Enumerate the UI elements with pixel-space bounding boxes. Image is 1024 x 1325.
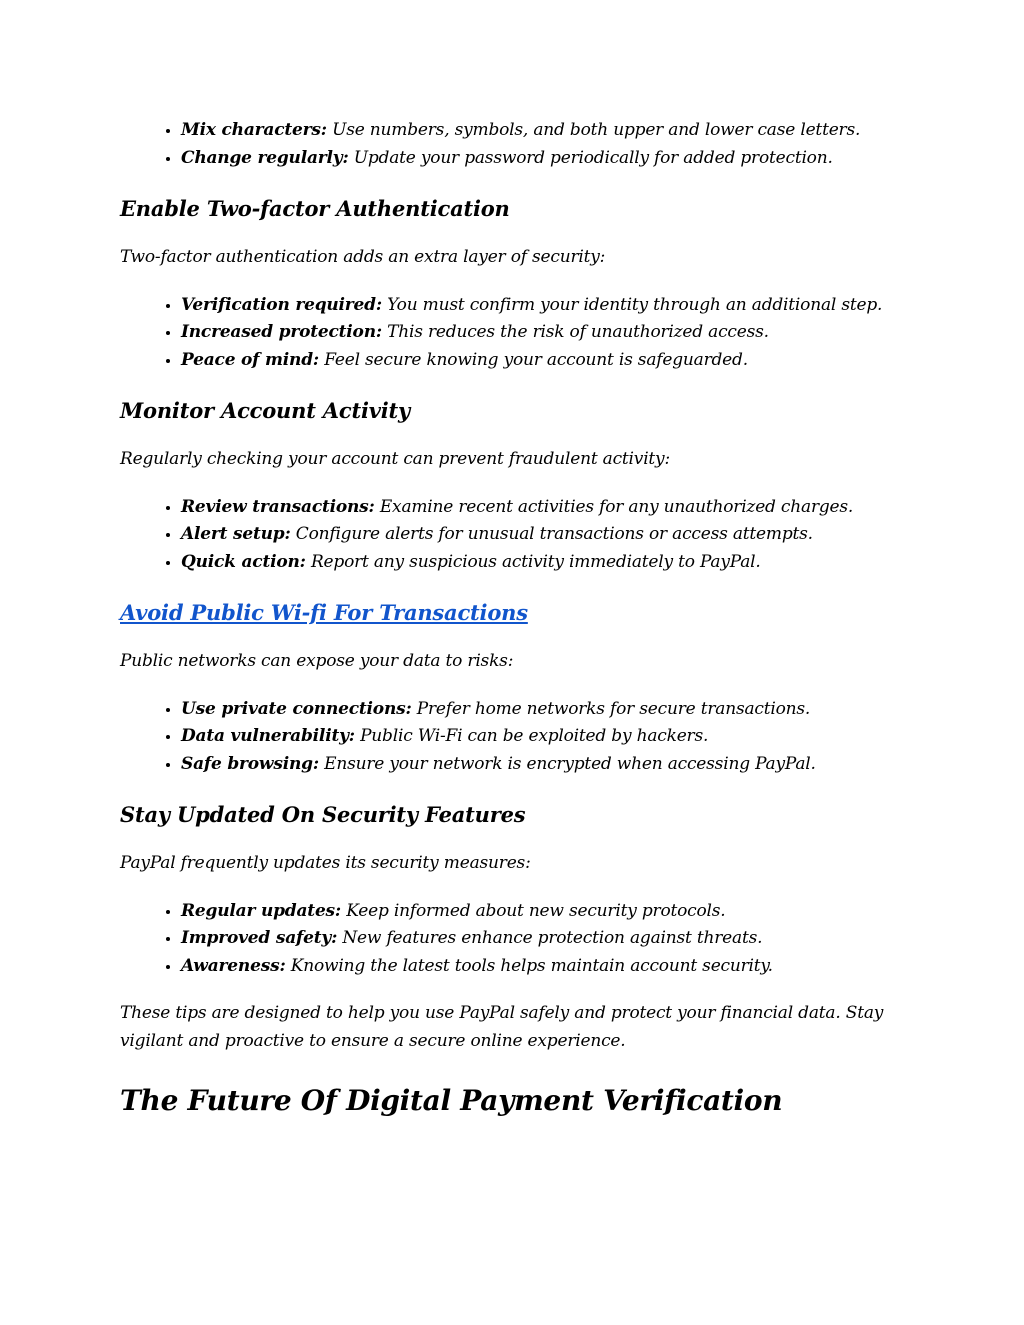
section-heading-monitor-activity: Monitor Account Activity <box>120 398 411 423</box>
bullet-text: Knowing the latest tools helps maintain account security. <box>285 955 773 976</box>
bullet-text: Use numbers, symbols, and both upper and lower case letters. <box>326 120 861 140</box>
list-item <box>181 723 914 751</box>
bullet-lead: Safe browsing: <box>181 753 319 774</box>
security-updates-list <box>120 898 914 981</box>
bullet-lead: Quick action: <box>181 551 306 572</box>
section-intro: Public networks can expose your data to risks: <box>120 651 514 671</box>
bullet-lead: Peace of mind: <box>181 349 319 370</box>
bullet-text: Configure alerts for unusual transactions or access attempts. <box>290 524 813 544</box>
list-item <box>181 751 914 779</box>
bullet-text: Prefer home networks for secure transactions. <box>411 698 811 719</box>
bullet-lead: Awareness: <box>181 955 286 976</box>
bullet-text: Examine recent activities for any unauthorized charges. <box>374 496 854 517</box>
list-item <box>181 521 914 549</box>
bullet-text: Keep informed about new security protocols. <box>341 900 726 921</box>
bullet-text: Feel secure knowing your account is safeguarded. <box>318 349 748 370</box>
bullet-text: Report any suspicious activity immediately to PayPal. <box>305 551 761 572</box>
bullet-text: Ensure your network is encrypted when accessing PayPal. <box>318 753 816 774</box>
closing-paragraph-line: vigilant and proactive to ensure a secure online experience. <box>120 1030 626 1051</box>
bullet-text: This reduces the risk of unauthorized access. <box>381 322 769 342</box>
section-heading-stay-updated: Stay Updated On Security Features <box>120 802 526 827</box>
list-item <box>181 898 914 926</box>
bullet-lead: Data vulnerability: <box>181 726 355 746</box>
bullet-text: You must confirm your identity through an additional step. <box>381 294 883 315</box>
monitor-activity-list <box>120 494 914 577</box>
list-item <box>181 696 914 724</box>
public-wifi-list <box>120 696 914 779</box>
bullet-lead: Review transactions: <box>181 496 375 517</box>
bullet-lead: Verification required: <box>181 294 382 315</box>
password-tips-list <box>120 117 914 172</box>
bullet-lead: Regular updates: <box>181 900 342 921</box>
list-item <box>181 925 914 953</box>
list-item <box>181 347 914 375</box>
closing-paragraph <box>120 1000 914 1055</box>
section-intro: Two-factor authentication adds an extra layer of security: <box>120 247 606 267</box>
bullet-lead: Improved safety: <box>181 928 338 948</box>
closing-paragraph-line: These tips are designed to help you use PayPal safely and protect your financial data. Stay <box>120 1003 884 1023</box>
list-item <box>181 953 914 981</box>
list-item <box>181 549 914 577</box>
bullet-lead: Increased protection: <box>181 322 382 342</box>
list-item <box>181 117 914 145</box>
bullet-lead: Mix characters: <box>181 120 327 140</box>
two-factor-list <box>120 292 914 375</box>
list-item <box>181 319 914 347</box>
section-intro: Regularly checking your account can prevent fraudulent activity: <box>120 449 670 469</box>
list-item <box>181 494 914 522</box>
section-intro: PayPal frequently updates its security measures: <box>120 853 531 873</box>
bullet-text: New features enhance protection against threats. <box>337 928 763 948</box>
bullet-lead: Use private connections: <box>181 698 412 719</box>
bullet-lead: Alert setup: <box>181 524 291 544</box>
list-item <box>181 145 914 173</box>
bullet-lead: Change regularly: <box>181 147 349 168</box>
section-heading-avoid-public-wifi <box>120 598 914 628</box>
section-heading-two-factor: Enable Two-factor Authentication <box>120 196 510 221</box>
avoid-public-wifi-link[interactable]: Avoid Public Wi-fi For Transactions <box>120 600 528 625</box>
list-item <box>181 292 914 320</box>
bullet-text: Public Wi-Fi can be exploited by hackers. <box>354 726 709 746</box>
bullet-text: Update your password periodically for added protection. <box>348 147 833 168</box>
page-title-future-digital-payment: The Future Of Digital Payment Verification <box>120 1084 783 1117</box>
